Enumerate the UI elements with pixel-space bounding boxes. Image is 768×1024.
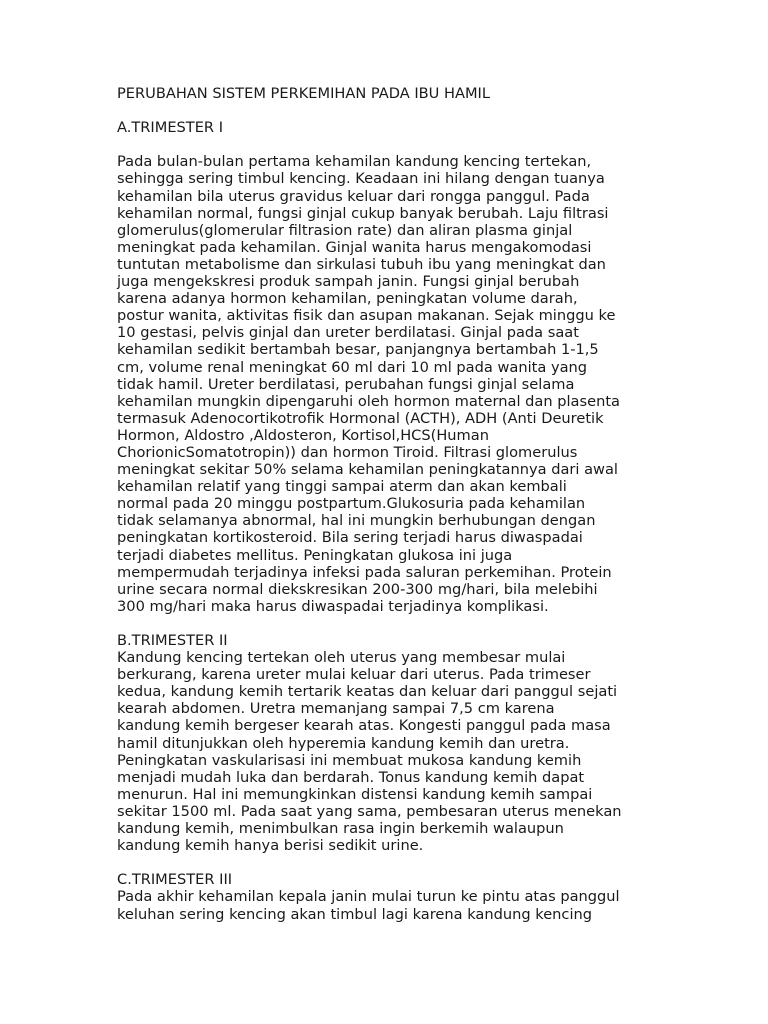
text-line: 300 mg/hari maka harus diwaspadai terjadinya komplikasi. [117, 597, 549, 615]
section-gap [117, 615, 662, 632]
section-heading: C.TRIMESTER III [117, 871, 233, 889]
text-line: meningkat sekitar 50% selama kehamilan peningkatannya dari awal [117, 461, 618, 479]
text-line: berkurang, karena ureter mulai keluar dari uterus. Pada trimeser [117, 666, 591, 684]
text-line: cm, volume renal meningkat 60 ml dari 10 ml pada wanita yang [117, 358, 588, 376]
section-trimester-1 [117, 119, 662, 615]
text-line: kandung kemih, menimbulkan rasa ingin berkemih walaupun [117, 820, 564, 838]
text-line: kehamilan sedikit bertambah besar, panjangnya bertambah 1-1,5 [117, 341, 599, 359]
text-line: 10 gestasi, pelvis ginjal dan ureter berdilatasi. Ginjal pada saat [117, 324, 579, 342]
document-body [117, 85, 662, 923]
text-line: tuntutan metabolisme dan sirkulasi tubuh ibu yang meningkat dan [117, 255, 606, 273]
text-line: kedua, kandung kemih tertarik keatas dan keluar dari panggul sejati [117, 683, 618, 701]
section-heading: A.TRIMESTER I [117, 119, 224, 137]
text-line: sekitar 1500 ml. Pada saat yang sama, pembesaran uterus menekan [117, 802, 622, 820]
text-line: kehamilan bila uterus gravidus keluar dari rongga panggul. Pada [117, 187, 590, 205]
text-line: Pada akhir kehamilan kepala janin mulai turun ke pintu atas panggul [117, 888, 620, 906]
text-line: ChorionicSomatotropin)) dan hormon Tiroid. Filtrasi glomerulus [117, 443, 578, 461]
section-gap [117, 854, 662, 871]
text-line: juga mengekskresi produk sampah janin. Fungsi ginjal berubah [117, 273, 580, 291]
text-line: glomerulus(glomerular filtrasion rate) dan aliran plasma ginjal [117, 221, 573, 239]
text-line: peningkatan kortikosteroid. Bila sering terjadi harus diwaspadai [117, 529, 583, 547]
text-line: Pada bulan-bulan pertama kehamilan kandung kencing tertekan, [117, 153, 592, 171]
text-line: kandung kemih bergeser kearah atas. Kongesti panggul pada masa [117, 717, 611, 735]
section-trimester-3 [117, 871, 662, 922]
text-line: kehamilan relatif yang tinggi sampai aterm dan akan kembali [117, 478, 567, 496]
text-line: urine secara normal diekskresikan 200-300 mg/hari, bila melebihi [117, 580, 598, 598]
section-paragraph [117, 649, 662, 854]
section-paragraph [117, 888, 662, 922]
text-line: kehamilan mungkin dipengaruhi oleh hormon maternal dan plasenta [117, 392, 620, 410]
text-line: Hormon, Aldostro ,Aldosteron, Kortisol,HCS(Human [117, 426, 489, 444]
text-line: kandung kemih hanya berisi sedikit urine. [117, 837, 424, 855]
text-line: Peningkatan vaskularisasi ini membuat mukosa kandung kemih [117, 751, 582, 769]
text-line: kearah abdomen. Uretra memanjang sampai 7,5 cm karena [117, 700, 555, 718]
section-trimester-2 [117, 632, 662, 854]
text-line: sehingga sering timbul kencing. Keadaan ini hilang dengan tuanya [117, 170, 605, 188]
text-line: karena adanya hormon kehamilan, peningkatan volume darah, [117, 290, 578, 308]
text-line: tidak selamanya abnormal, hal ini mungkin berhubungan dengan [117, 512, 596, 530]
text-line: menurun. Hal ini memungkinkan distensi kandung kemih sampai [117, 785, 593, 803]
document-title: PERUBAHAN SISTEM PERKEMIHAN PADA IBU HAMIL [117, 85, 490, 102]
text-line: Kandung kencing tertekan oleh uterus yang membesar mulai [117, 649, 566, 667]
section-heading: B.TRIMESTER II [117, 632, 228, 649]
paragraph-gap [117, 136, 662, 153]
text-line: termasuk Adenocortikotrofik Hormonal (ACTH), ADH (Anti Deuretik [117, 409, 604, 427]
text-line: postur wanita, aktivitas fisik dan asupan makanan. Sejak minggu ke [117, 307, 616, 325]
text-line: tidak hamil. Ureter berdilatasi, perubahan fungsi ginjal selama [117, 375, 575, 393]
text-line: meningkat pada kehamilan. Ginjal wanita harus mengakomodasi [117, 238, 592, 256]
text-line: keluhan sering kencing akan timbul lagi karena kandung kencing [117, 905, 593, 923]
text-line: normal pada 20 minggu postpartum.Glukosuria pada kehamilan [117, 495, 586, 513]
text-line: mempermudah terjadinya infeksi pada saluran perkemihan. Protein [117, 563, 612, 581]
text-line: menjadi mudah luka dan berdarah. Tonus kandung kemih dapat [117, 768, 585, 786]
text-line: hamil ditunjukkan oleh hyperemia kandung kemih dan uretra. [117, 734, 570, 752]
section-paragraph [117, 153, 662, 615]
text-line: terjadi diabetes mellitus. Peningkatan glukosa ini juga [117, 546, 513, 564]
text-line: kehamilan normal, fungsi ginjal cukup banyak berubah. Laju filtrasi [117, 204, 609, 222]
